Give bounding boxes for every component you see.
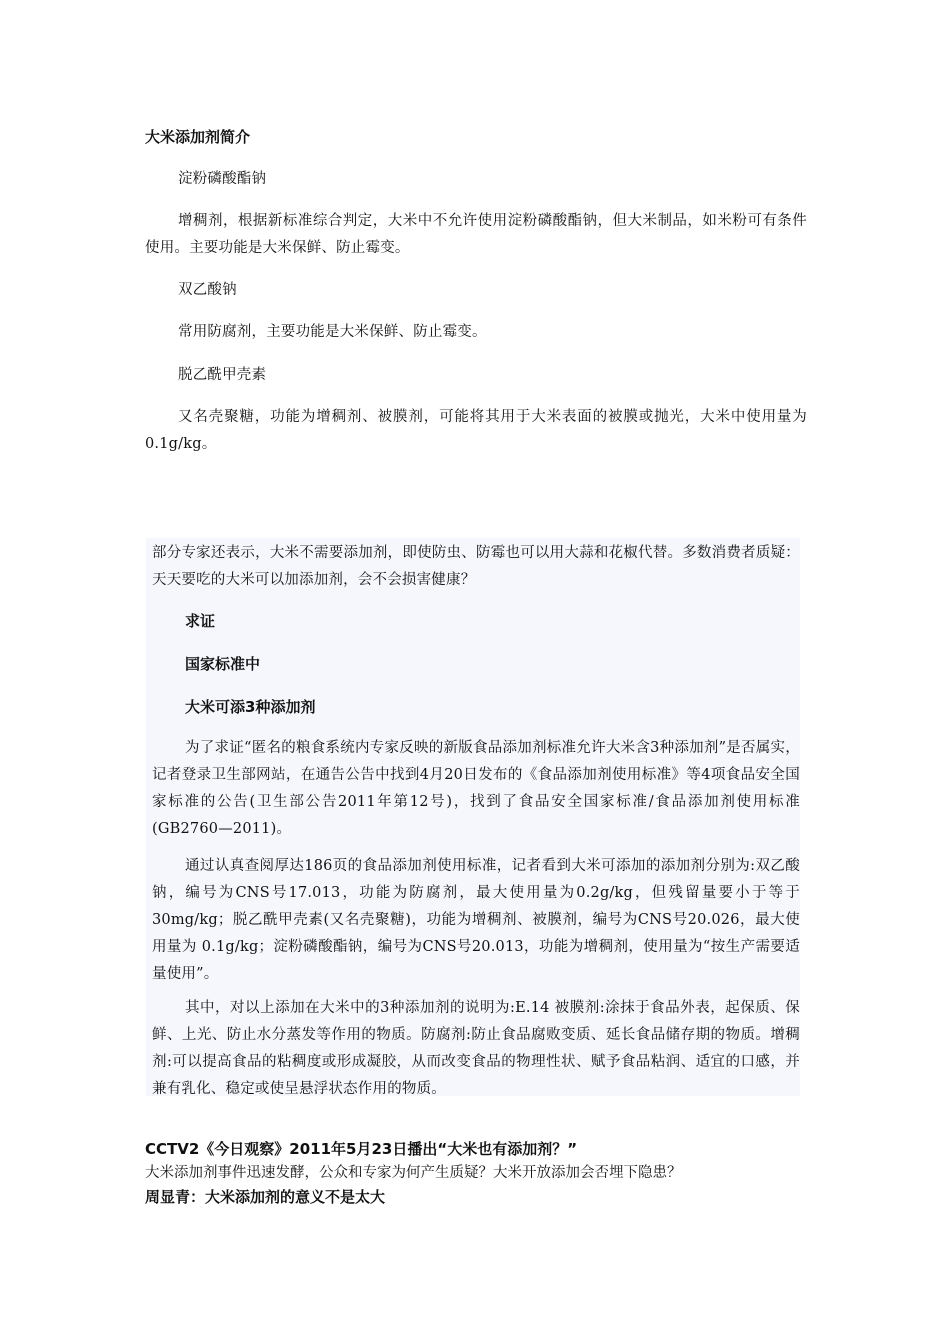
additive-desc-3: 又名壳聚糖，功能为增稠剂、被膜剂，可能将其用于大米表面的被膜或抛光，大米中使用量为0.1g/kg。 xyxy=(145,409,807,452)
quote-heading-three-additives: 大米可添3种添加剂 xyxy=(185,698,316,716)
quote-paragraph-1: 为了求证“匿名的粮食系统内专家反映的新版食品添加剂标准允许大米含3种添加剂”是否属实，记者登录卫生部网站，在通告公告中找到4月20日发布的《食品添加剂使用标准》等4项食品安全国家标准的公告(卫生部公告2011年第12号)，找到了食品安全国家标准/食品添加剂使用标准(GB2760—2011)。 xyxy=(152,740,800,837)
additive-desc-2: 常用防腐剂，主要功能是大米保鲜、防止霉变。 xyxy=(178,324,487,340)
additive-name-1: 淀粉磷酸酯钠 xyxy=(178,171,267,187)
additive-name-3: 脱乙酰甲壳素 xyxy=(178,367,267,383)
broadcast-question: 大米添加剂事件迅速发酵，公众和专家为何产生质疑？大米开放添加会否埋下隐患？ xyxy=(145,1165,682,1181)
quote-heading-standard: 国家标准中 xyxy=(185,655,261,673)
quote-heading-verify: 求证 xyxy=(185,612,216,630)
quote-paragraph-2: 通过认真查阅厚达186页的食品添加剂使用标准，记者看到大米可添加的添加剂分别为:双乙酸钠，编号为CNS号17.013，功能为防腐剂，最大使用量为0.2g/kg，但残留量要小于等于30mg/kg；脱乙酰甲壳素(又名壳聚糖)，功能为增稠剂、被膜剂，编号为CNS号20.026，最大使用量为 0.1g/kg；淀粉磷酸酯钠，编号为CNS号20.013，功能为增稠剂，使用量为“按生产需要适量使用”。 xyxy=(152,858,800,982)
speaker-heading: 周显青：大米添加剂的意义不是太大 xyxy=(145,1188,386,1206)
additive-name-2: 双乙酸钠 xyxy=(178,282,237,298)
quote-paragraph-3: 其中，对以上添加在大米中的3种添加剂的说明为:E.14 被膜剂:涂抹于食品外表，起保质、保鲜、上光、防止水分蒸发等作用的物质。防腐剂:防止食品腐败变质、延长食品储存期的物质。增稠剂:可以提高食品的粘稠度或形成凝胶，从而改变食品的物理性状、赋予食品粘润、适宜的口感，并兼有乳化、稳定或使呈悬浮状态作用的物质。 xyxy=(152,1000,800,1097)
section-title: 大米添加剂简介 xyxy=(145,128,251,146)
broadcast-heading: CCTV2《今日观察》2011年5月23日播出“大米也有添加剂？” xyxy=(145,1140,578,1158)
additive-desc-1: 增稠剂，根据新标准综合判定，大米中不允许使用淀粉磷酸酯钠，但大米制品，如米粉可有条件使用。主要功能是大米保鲜、防止霉变。 xyxy=(145,213,807,256)
quote-lead: 部分专家还表示，大米不需要添加剂，即使防虫、防霉也可以用大蒜和花椒代替。多数消费者质疑：天天要吃的大米可以加添加剂，会不会损害健康？ xyxy=(152,545,800,588)
